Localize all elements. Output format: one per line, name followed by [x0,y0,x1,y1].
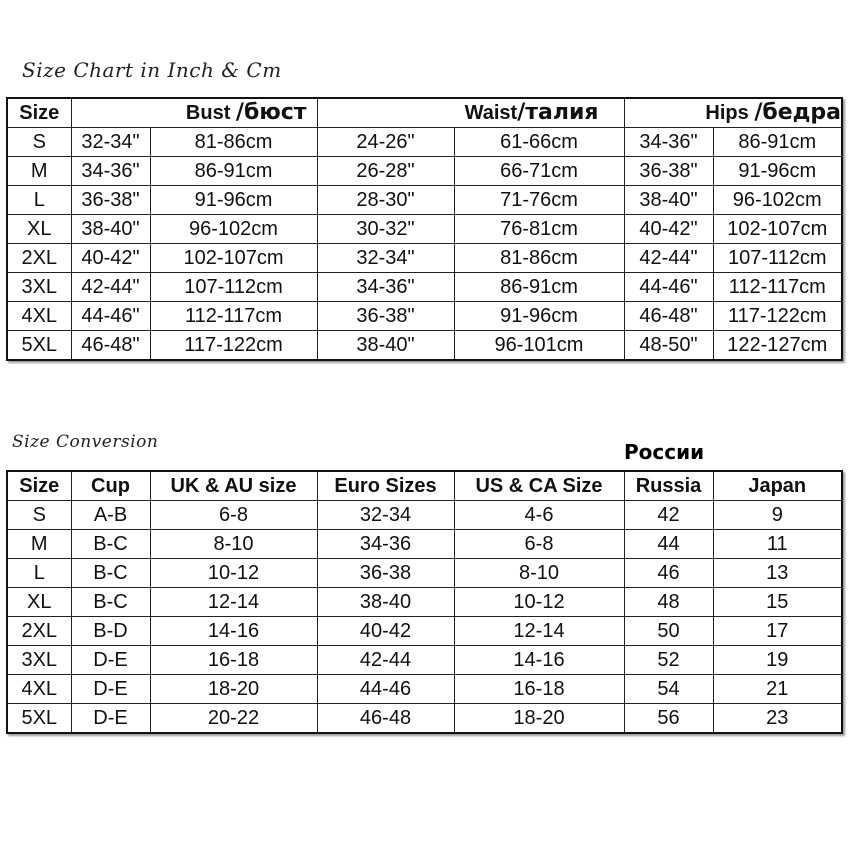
cell-hips-in: 40-42" [624,215,713,244]
size-chart-title: Size Chart in Inch & Cm [22,58,282,82]
cell-hips-in: 38-40" [624,186,713,215]
cell-hips-in: 42-44" [624,244,713,273]
table-row [7,559,842,588]
header-cup: Cup [71,471,150,501]
table-row [7,215,842,244]
header-euro: Euro Sizes [317,471,454,501]
table-row [7,530,842,559]
table-row [7,273,842,302]
cell-hips-in: 46-48" [624,302,713,331]
cell-bust-in: 34-36" [71,157,150,186]
cell-cup: D-E [71,646,150,675]
cell-uk-au: 10-12 [150,559,317,588]
cell-size: L [7,186,71,215]
cell-bust-cm: 86-91cm [150,157,317,186]
cell-us-ca: 18-20 [454,704,624,734]
cell-hips-cm: 117-122cm [713,302,842,331]
cell-japan: 13 [713,559,842,588]
cell-size: 2XL [7,244,71,273]
table-row [7,588,842,617]
cell-euro: 42-44 [317,646,454,675]
cell-uk-au: 12-14 [150,588,317,617]
cell-size: 3XL [7,646,71,675]
cell-cup: B-C [71,530,150,559]
header-hips [624,98,842,128]
cell-size: 4XL [7,675,71,704]
header-size: Size [7,98,71,128]
cell-russia: 42 [624,501,713,530]
cell-bust-in: 36-38" [71,186,150,215]
cell-us-ca: 10-12 [454,588,624,617]
cell-waist-in: 24-26" [317,128,454,157]
table-row [7,617,842,646]
table-row [7,128,842,157]
header-japan: Japan [713,471,842,501]
header-waist-en: Waist [464,102,518,124]
cell-russia: 56 [624,704,713,734]
cell-hips-cm: 112-117cm [713,273,842,302]
table-row [7,646,842,675]
size-conversion-table [6,470,843,734]
cell-cup: B-D [71,617,150,646]
cell-size: 5XL [7,331,71,361]
cell-euro: 44-46 [317,675,454,704]
table-row [7,186,842,215]
cell-euro: 38-40 [317,588,454,617]
cell-waist-cm: 96-101cm [454,331,624,361]
cell-euro: 36-38 [317,559,454,588]
header-bust-en: Bust [185,102,231,124]
cell-japan: 9 [713,501,842,530]
cell-russia: 46 [624,559,713,588]
cell-us-ca: 16-18 [454,675,624,704]
header-size: Size [7,471,71,501]
cell-uk-au: 16-18 [150,646,317,675]
cell-japan: 15 [713,588,842,617]
cell-waist-in: 36-38" [317,302,454,331]
cell-japan: 17 [713,617,842,646]
cell-bust-in: 38-40" [71,215,150,244]
cell-bust-cm: 107-112cm [150,273,317,302]
cell-us-ca: 8-10 [454,559,624,588]
cell-size: 5XL [7,704,71,734]
cell-hips-cm: 107-112cm [713,244,842,273]
cell-hips-cm: 102-107cm [713,215,842,244]
cell-waist-in: 32-34" [317,244,454,273]
cell-japan: 11 [713,530,842,559]
cell-japan: 23 [713,704,842,734]
cell-uk-au: 18-20 [150,675,317,704]
table-row [7,331,842,361]
cell-us-ca: 12-14 [454,617,624,646]
cell-russia: 50 [624,617,713,646]
cell-bust-cm: 91-96cm [150,186,317,215]
header-hips-ru: /бедра [754,100,841,125]
cell-size: L [7,559,71,588]
cell-size: S [7,501,71,530]
cell-russia: 44 [624,530,713,559]
cell-bust-cm: 117-122cm [150,331,317,361]
table-row [7,244,842,273]
header-us-ca: US & CA Size [454,471,624,501]
cell-bust-cm: 102-107cm [150,244,317,273]
cell-size: 2XL [7,617,71,646]
cell-uk-au: 8-10 [150,530,317,559]
cell-russia: 52 [624,646,713,675]
cell-bust-cm: 81-86cm [150,128,317,157]
cell-hips-cm: 122-127cm [713,331,842,361]
size-chart-header-row [7,98,842,128]
cell-waist-cm: 76-81cm [454,215,624,244]
cell-waist-in: 34-36" [317,273,454,302]
cell-waist-cm: 71-76cm [454,186,624,215]
cell-uk-au: 14-16 [150,617,317,646]
table-row [7,704,842,734]
cell-us-ca: 14-16 [454,646,624,675]
russia-label-ru: России [624,440,705,464]
cell-bust-in: 40-42" [71,244,150,273]
cell-size: XL [7,588,71,617]
cell-waist-cm: 91-96cm [454,302,624,331]
cell-hips-in: 34-36" [624,128,713,157]
table-row [7,302,842,331]
cell-waist-in: 28-30" [317,186,454,215]
header-russia: Russia [624,471,713,501]
cell-euro: 34-36 [317,530,454,559]
cell-bust-in: 44-46" [71,302,150,331]
cell-size: M [7,530,71,559]
cell-hips-in: 36-38" [624,157,713,186]
cell-us-ca: 4-6 [454,501,624,530]
cell-size: 3XL [7,273,71,302]
cell-japan: 21 [713,675,842,704]
cell-bust-in: 32-34" [71,128,150,157]
cell-waist-cm: 66-71cm [454,157,624,186]
cell-hips-in: 44-46" [624,273,713,302]
cell-size: 4XL [7,302,71,331]
header-bust [71,98,317,128]
cell-bust-cm: 96-102cm [150,215,317,244]
cell-uk-au: 20-22 [150,704,317,734]
size-chart-table [6,97,843,361]
size-conversion-title: Size Conversion [12,432,159,452]
header-bust-ru: /бюст [235,100,307,125]
cell-size: M [7,157,71,186]
table-row [7,501,842,530]
cell-russia: 54 [624,675,713,704]
cell-waist-in: 30-32" [317,215,454,244]
cell-euro: 46-48 [317,704,454,734]
cell-waist-cm: 61-66cm [454,128,624,157]
cell-waist-in: 38-40" [317,331,454,361]
header-hips-en: Hips [705,102,749,124]
cell-uk-au: 6-8 [150,501,317,530]
cell-hips-cm: 91-96cm [713,157,842,186]
table-row [7,675,842,704]
cell-japan: 19 [713,646,842,675]
size-conversion-header-row [7,471,842,501]
header-uk-au: UK & AU size [150,471,317,501]
cell-bust-in: 42-44" [71,273,150,302]
cell-bust-cm: 112-117cm [150,302,317,331]
cell-size: S [7,128,71,157]
cell-us-ca: 6-8 [454,530,624,559]
header-waist-ru: /талия [517,100,599,125]
cell-hips-cm: 86-91cm [713,128,842,157]
table-row [7,157,842,186]
cell-cup: A-B [71,501,150,530]
cell-waist-cm: 81-86cm [454,244,624,273]
cell-bust-in: 46-48" [71,331,150,361]
cell-euro: 32-34 [317,501,454,530]
cell-euro: 40-42 [317,617,454,646]
header-waist [317,98,624,128]
cell-hips-in: 48-50" [624,331,713,361]
cell-cup: B-C [71,559,150,588]
cell-size: XL [7,215,71,244]
cell-cup: B-C [71,588,150,617]
cell-cup: D-E [71,675,150,704]
cell-hips-cm: 96-102cm [713,186,842,215]
cell-russia: 48 [624,588,713,617]
cell-waist-cm: 86-91cm [454,273,624,302]
cell-waist-in: 26-28" [317,157,454,186]
cell-cup: D-E [71,704,150,734]
